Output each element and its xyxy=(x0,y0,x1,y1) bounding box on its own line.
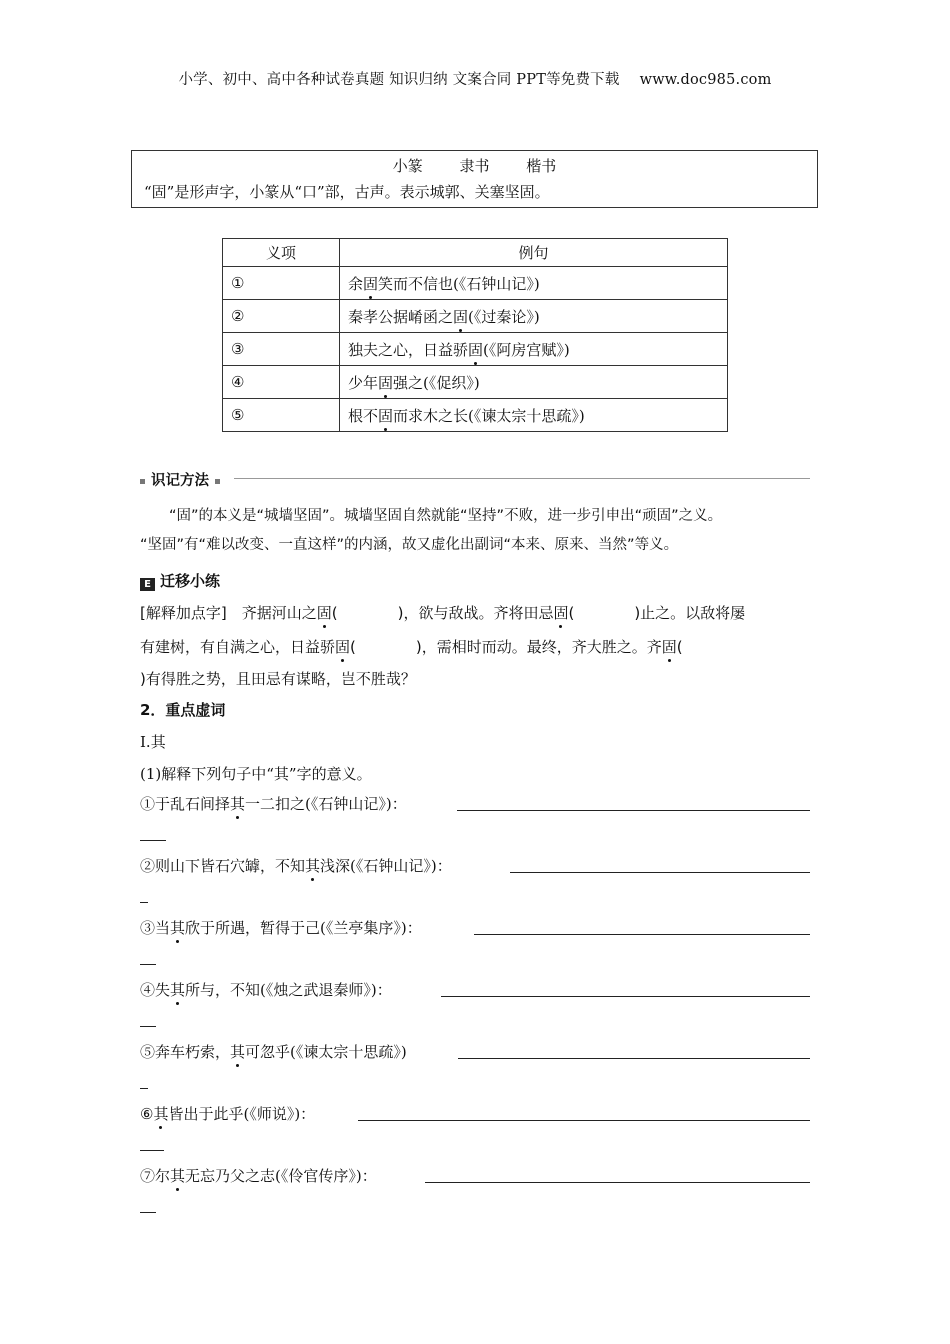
script-style-labels xyxy=(132,155,817,176)
question-text: 欣于所遇，暂得于己(《兰亭集序》)： xyxy=(185,919,422,937)
question-text: ①于乱石间择 xyxy=(140,795,231,813)
dotted-char: 其 xyxy=(153,1105,169,1123)
question-text: 一二扣之(《石钟山记》)： xyxy=(245,795,407,813)
question-text: ③当 xyxy=(140,919,171,937)
square-bullet-icon xyxy=(215,479,220,484)
practice-blank[interactable]: ( xyxy=(676,638,683,656)
method-line-2: “坚固”有“难以改变、一直这样”的内涵，故又虚化出副词“本来、原来、当然”等义。 xyxy=(140,537,679,553)
example-text: 秦孝公据崤函之 xyxy=(348,307,454,326)
row-number: ④ xyxy=(223,366,340,399)
question-6 xyxy=(140,1103,315,1124)
script-label-lishu: 隶书 xyxy=(459,157,490,175)
dotted-char: 固 xyxy=(661,638,677,656)
practice-blank[interactable]: ( )止之。以敌将屡 xyxy=(568,604,746,622)
method-section-header xyxy=(140,469,810,489)
script-label-kaishu: 楷书 xyxy=(526,157,557,175)
dotted-char: 固 xyxy=(378,406,394,425)
script-styles-box xyxy=(131,150,818,208)
question-text: ⑦尔 xyxy=(140,1167,171,1185)
practice-text: 有建树，有自满之心，日益骄 xyxy=(140,638,336,656)
row-number: ⑤ xyxy=(223,399,340,432)
table-row xyxy=(223,267,728,300)
section-2-title: 2．重点虚词 xyxy=(140,701,226,719)
answer-line[interactable] xyxy=(425,1182,810,1183)
example-text: (《过秦论》) xyxy=(468,307,540,326)
answer-line-continuation[interactable] xyxy=(140,1026,156,1027)
practice-text: [解释加点字] 齐据河山之 xyxy=(140,604,317,622)
question-4 xyxy=(140,979,392,1000)
question-text: ④失 xyxy=(140,981,171,999)
practice-blank[interactable]: ( )，需相时而动。最终，齐大胜之。齐 xyxy=(350,638,662,656)
header-site[interactable]: www.doc985.com xyxy=(639,72,772,88)
dotted-char: 其 xyxy=(230,795,246,813)
table-row xyxy=(223,300,728,333)
answer-line-continuation[interactable] xyxy=(140,964,156,965)
row-example xyxy=(340,300,728,333)
dotted-char: 固 xyxy=(316,604,332,622)
dotted-char: 固 xyxy=(468,340,484,359)
example-text: 根不 xyxy=(348,406,379,425)
question-text: ⑥ xyxy=(140,1105,154,1123)
answer-line[interactable] xyxy=(458,1058,810,1059)
practice-header xyxy=(140,570,220,591)
practice-title: 迁移小练 xyxy=(160,572,221,590)
practice-line-2 xyxy=(140,636,812,657)
instruction-text: (1)解释下列句子中“其”字的意义。 xyxy=(140,765,372,783)
dotted-char: 固 xyxy=(453,307,469,326)
dotted-char: 其 xyxy=(170,981,186,999)
table-row xyxy=(223,333,728,366)
method-line-1: “固”的本义是“城墙坚固”。城墙坚固自然就能“坚持”不败，进一步引申出“顽固”之义。 xyxy=(169,508,723,524)
dotted-char: 其 xyxy=(230,1043,246,1061)
row-example xyxy=(340,399,728,432)
example-text: 而求木之长(《谏太宗十思疏》) xyxy=(393,406,585,425)
dotted-char: 固 xyxy=(363,274,379,293)
table-header-example: 例句 xyxy=(340,239,728,267)
question-1 xyxy=(140,793,407,814)
script-description: “固”是形声字，小篆从“口”部，古声。表示城郭、关塞坚固。 xyxy=(144,183,550,201)
question-7 xyxy=(140,1165,377,1186)
example-text: 余 xyxy=(348,274,364,293)
question-text: ②则山下皆石穴罅，不知 xyxy=(140,857,306,875)
question-3 xyxy=(140,917,422,938)
page-header xyxy=(0,68,950,89)
example-text: 独夫之心，日益骄 xyxy=(348,340,469,359)
question-text: 浅深(《石钟山记》)： xyxy=(320,857,452,875)
dotted-char: 其 xyxy=(170,919,186,937)
dotted-char: 固 xyxy=(335,638,351,656)
answer-line-continuation[interactable] xyxy=(140,840,166,841)
example-text: 笑而不信也(《石钟山记》) xyxy=(378,274,540,293)
header-text: 小学、初中、高中各种试卷真题 知识归纳 文案合同 PPT等免费下载 xyxy=(178,72,620,88)
row-number: ② xyxy=(223,300,340,333)
row-example xyxy=(340,267,728,300)
dotted-char: 其 xyxy=(170,1167,186,1185)
question-text: 所与，不知(《烛之武退秦师》)： xyxy=(185,981,392,999)
answer-line-continuation[interactable] xyxy=(140,1212,156,1213)
script-label-xiaozhuan: 小篆 xyxy=(392,157,423,175)
practice-line-3: )有得胜之势，且田忌有谋略，岂不胜哉？ xyxy=(140,670,416,688)
square-bullet-icon xyxy=(140,479,145,484)
method-title: 识记方法 xyxy=(151,473,209,489)
answer-line-continuation[interactable] xyxy=(140,1150,164,1151)
answer-line[interactable] xyxy=(474,934,810,935)
dotted-char: 其 xyxy=(305,857,321,875)
row-example xyxy=(340,366,728,399)
row-number: ③ xyxy=(223,333,340,366)
row-example xyxy=(340,333,728,366)
meaning-table xyxy=(222,238,728,432)
row-number: ① xyxy=(223,267,340,300)
practice-blank[interactable]: ( )，欲与敌战。齐将田忌 xyxy=(331,604,554,622)
example-text: (《阿房宫赋》) xyxy=(483,340,570,359)
answer-line-continuation[interactable] xyxy=(140,902,148,903)
dotted-char: 固 xyxy=(378,373,394,392)
practice-line-1 xyxy=(140,602,812,623)
answer-line[interactable] xyxy=(358,1120,810,1121)
example-text: 强之(《促织》) xyxy=(393,373,480,392)
practice-badge-icon: E xyxy=(140,578,155,591)
question-text: 皆出于此乎(《师说》)： xyxy=(168,1105,316,1123)
question-2 xyxy=(140,855,452,876)
table-row xyxy=(223,366,728,399)
subsection-title: Ⅰ.其 xyxy=(140,733,166,751)
answer-line-continuation[interactable] xyxy=(140,1088,148,1089)
table-row xyxy=(223,399,728,432)
question-5 xyxy=(140,1041,407,1062)
question-text: 无忘乃父之志(《伶官传序》)： xyxy=(185,1167,377,1185)
question-text: ⑤奔车朽索， xyxy=(140,1043,231,1061)
dotted-char: 固 xyxy=(553,604,569,622)
table-header-row xyxy=(223,239,728,267)
example-text: 少年 xyxy=(348,373,379,392)
table-header-meaning: 义项 xyxy=(223,239,340,267)
answer-line[interactable] xyxy=(457,810,810,811)
answer-line[interactable] xyxy=(510,872,810,873)
section-divider xyxy=(234,478,810,479)
answer-line[interactable] xyxy=(441,996,810,997)
question-text: 可忽乎(《谏太宗十思疏》) xyxy=(245,1043,407,1061)
